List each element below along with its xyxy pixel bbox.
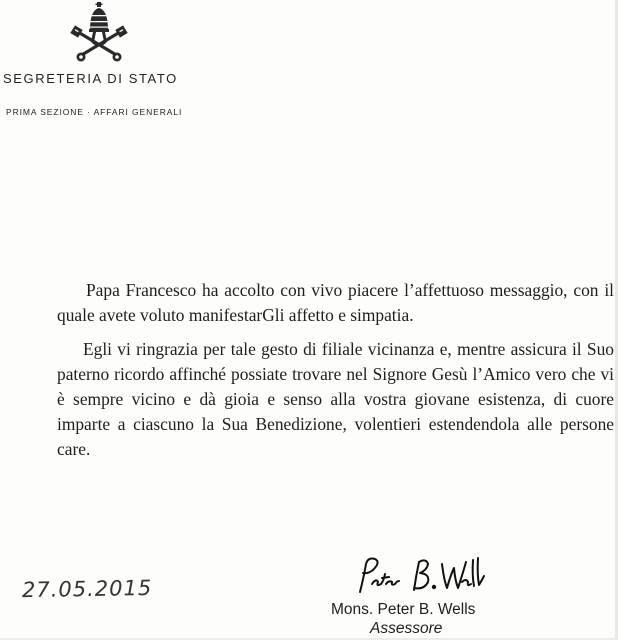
- signer-title: Assessore: [370, 620, 443, 637]
- letter-body: [57, 278, 614, 462]
- signer-name: Mons. Peter B. Wells: [331, 601, 476, 618]
- office-heading: SEGRETERIA DI STATO: [3, 71, 178, 86]
- papal-keys-crest-icon: [68, 2, 130, 62]
- handwritten-date: 27.05.2015: [21, 575, 153, 603]
- paragraph: Papa Francesco ha accolto con vivo piacere l’affettuoso messaggio, con il quale avete voluto manifestarGli affetto e simpatia.: [57, 280, 614, 325]
- paragraph: Egli vi ringrazia per tale gesto di filiale vicinanza e, mentre assicura il Suo paterno ricordo affinché possiate trovare nel Signore Gesù l’Amico vero che vi è sempre vicino e dà gioia e senso alla vostra giovane esistenza, di cuore imparte a ciascuno la Sua Benedizione, volentieri estendendola alle persone care.: [57, 339, 614, 459]
- section-subheading: PRIMA SEZIONE · AFFARI GENERALI: [6, 107, 183, 117]
- handwritten-signature: [356, 554, 486, 596]
